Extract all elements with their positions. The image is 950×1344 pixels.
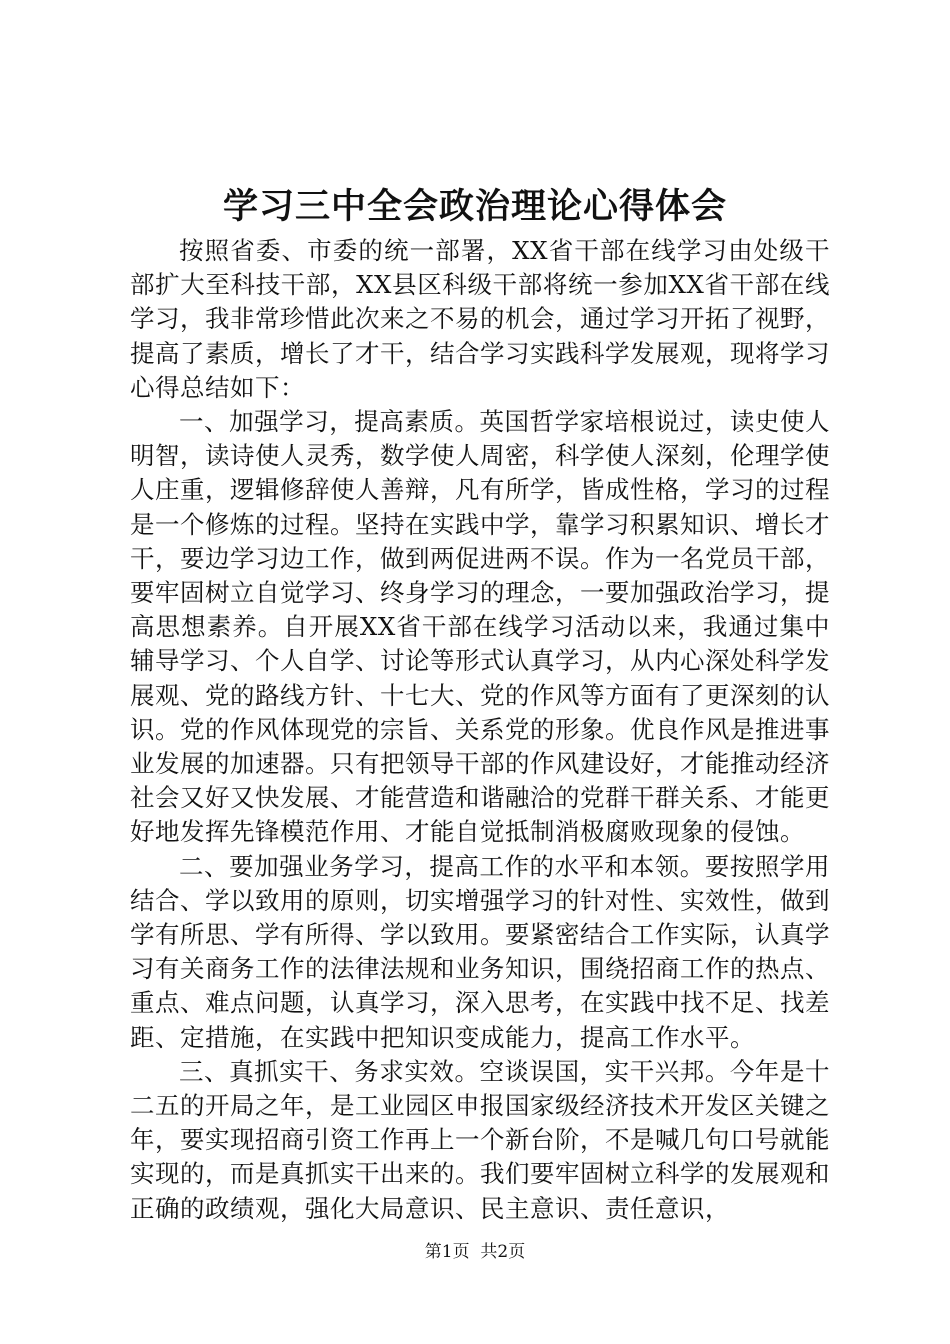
paragraph-intro: 按照省委、市委的统一部署，XX省干部在线学习由处级干部扩大至科技干部，XX县区科级干部将统一参加XX省干部在线学习，我非常珍惜此次来之不易的机会，通过学习开拓了视野，提高了素质，增长了才干，结合学习实践科学发展观，现将学习心得总结如下： bbox=[130, 236, 830, 402]
page-number-total: 共2页 bbox=[480, 1242, 526, 1262]
page-footer bbox=[0, 1240, 950, 1264]
document-title: 学习三中全会政治理论心得体会 bbox=[222, 186, 727, 227]
footer-separator bbox=[470, 1242, 481, 1262]
page-number-current: 第1页 bbox=[424, 1242, 470, 1262]
paragraph-section-2: 二、要加强业务学习，提高工作的水平和本领。要按照学用结合、学以致用的原则，切实增强学习的针对性、实效性，做到学有所思、学有所得、学以致用。要紧密结合工作实际，认真学习有关商务工作的法律法规和业务知识，围绕招商工作的热点、重点、难点问题，认真学习，深入思考，在实践中找不足、找差距、定措施，在实践中把知识变成能力，提高工作水平。 bbox=[130, 851, 830, 1052]
paragraph-section-1: 一、加强学习，提高素质。英国哲学家培根说过，读史使人明智，读诗使人灵秀，数学使人周密，科学使人深刻，伦理学使人庄重，逻辑修辞使人善辩，凡有所学，皆成性格，学习的过程是一个修炼的过程。坚持在实践中学，靠学习积累知识、增长才干，要边学习边工作，做到两促进两不误。作为一名党员干部，要牢固树立自觉学习、终身学习的理念，一要加强政治学习，提高思想素养。自开展XX省干部在线学习活动以来，我通过集中辅导学习、个人自学、讨论等形式认真学习，从内心深处科学发展观、党的路线方针、十七大、党的作风等方面有了更深刻的认识。党的作风体现党的宗旨、关系党的形象。优良作风是推进事业发展的加速器。只有把领导干部的作风建设好，才能推动经济社会又好又快发展、才能营造和谐融洽的党群干群关系、才能更好地发挥先锋模范作用、才能自觉抵制消极腐败现象的侵蚀。 bbox=[130, 407, 830, 847]
document-body bbox=[130, 234, 830, 1226]
paragraph-section-3: 三、真抓实干、务求实效。空谈误国，实干兴邦。今年是十二五的开局之年，是工业园区申报国家级经济技术开发区关键之年，要实现招商引资工作再上一个新台阶，不是喊几句口号就能实现的，而是真抓实干出来的。我们要牢固树立科学的发展观和正确的政绩观，强化大局意识、民主意识、责任意识， bbox=[130, 1056, 830, 1223]
